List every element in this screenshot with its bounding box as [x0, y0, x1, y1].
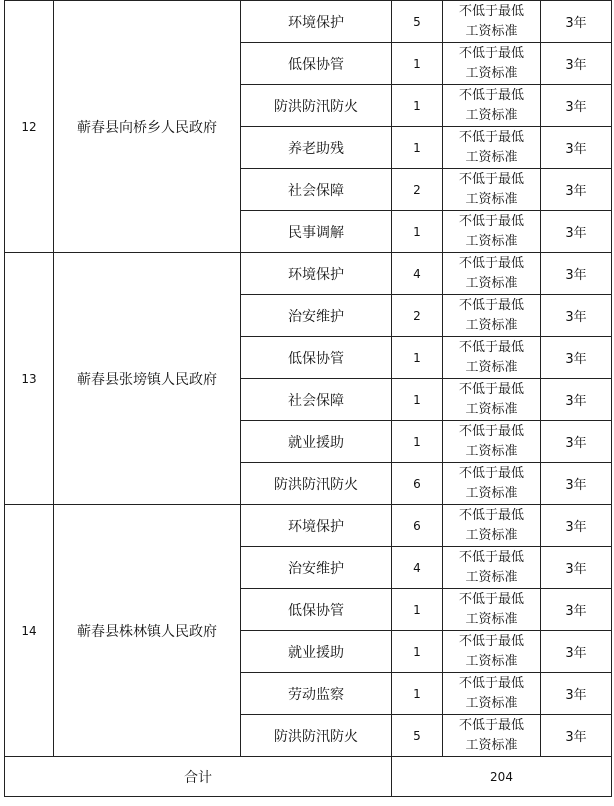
group-number: 12	[5, 1, 54, 253]
contract-term: 3年	[541, 253, 612, 295]
total-value: 204	[392, 757, 612, 797]
wage-line-1: 不低于最低	[458, 507, 524, 523]
post-count: 1	[392, 673, 443, 715]
contract-term: 3年	[541, 1, 612, 43]
wage-line-1: 不低于最低	[458, 465, 524, 481]
employer-name: 蕲春县张塝镇人民政府	[54, 253, 241, 505]
wage-line-2: 工资标准	[465, 527, 518, 543]
table-row	[5, 253, 612, 295]
wage-line-1: 不低于最低	[458, 255, 524, 271]
contract-term: 3年	[541, 631, 612, 673]
post-count: 2	[392, 295, 443, 337]
wage-line-1: 不低于最低	[458, 423, 524, 439]
wage-line-1: 不低于最低	[458, 213, 524, 229]
post-name: 防洪防汛防火	[241, 463, 392, 505]
contract-term: 3年	[541, 295, 612, 337]
group-number: 13	[5, 253, 54, 505]
wage-standard	[443, 505, 541, 547]
post-count: 5	[392, 1, 443, 43]
contract-term: 3年	[541, 169, 612, 211]
employer-name: 蕲春县株林镇人民政府	[54, 505, 241, 757]
positions-table-body	[5, 1, 612, 797]
contract-term: 3年	[541, 211, 612, 253]
wage-standard	[443, 211, 541, 253]
employer-name: 蕲春县向桥乡人民政府	[54, 1, 241, 253]
wage-standard	[443, 1, 541, 43]
wage-line-2: 工资标准	[465, 149, 518, 165]
post-name: 低保协管	[241, 43, 392, 85]
post-count: 1	[392, 85, 443, 127]
wage-line-2: 工资标准	[465, 737, 518, 753]
wage-line-2: 工资标准	[465, 653, 518, 669]
wage-line-2: 工资标准	[465, 611, 518, 627]
wage-line-1: 不低于最低	[458, 633, 524, 649]
wage-line-1: 不低于最低	[458, 675, 524, 691]
post-name: 社会保障	[241, 169, 392, 211]
wage-line-2: 工资标准	[465, 191, 518, 207]
wage-standard	[443, 547, 541, 589]
wage-standard	[443, 337, 541, 379]
post-name: 环境保护	[241, 253, 392, 295]
wage-line-2: 工资标准	[465, 275, 518, 291]
wage-line-1: 不低于最低	[458, 297, 524, 313]
wage-line-2: 工资标准	[465, 485, 518, 501]
wage-standard	[443, 85, 541, 127]
post-name: 环境保护	[241, 1, 392, 43]
contract-term: 3年	[541, 421, 612, 463]
post-name: 民事调解	[241, 211, 392, 253]
post-count: 4	[392, 547, 443, 589]
wage-line-1: 不低于最低	[458, 381, 524, 397]
wage-line-2: 工资标准	[465, 317, 518, 333]
post-count: 6	[392, 463, 443, 505]
post-count: 1	[392, 379, 443, 421]
post-name: 就业援助	[241, 421, 392, 463]
wage-line-1: 不低于最低	[458, 171, 524, 187]
contract-term: 3年	[541, 379, 612, 421]
contract-term: 3年	[541, 127, 612, 169]
wage-line-2: 工资标准	[465, 65, 518, 81]
post-count: 4	[392, 253, 443, 295]
post-name: 防洪防汛防火	[241, 85, 392, 127]
post-count: 1	[392, 631, 443, 673]
contract-term: 3年	[541, 463, 612, 505]
wage-line-2: 工资标准	[465, 401, 518, 417]
wage-line-2: 工资标准	[465, 359, 518, 375]
post-name: 防洪防汛防火	[241, 715, 392, 757]
wage-line-1: 不低于最低	[458, 129, 524, 145]
post-name: 就业援助	[241, 631, 392, 673]
wage-standard	[443, 295, 541, 337]
wage-line-1: 不低于最低	[458, 87, 524, 103]
wage-line-1: 不低于最低	[458, 591, 524, 607]
wage-line-1: 不低于最低	[458, 45, 524, 61]
contract-term: 3年	[541, 547, 612, 589]
contract-term: 3年	[541, 673, 612, 715]
wage-line-2: 工资标准	[465, 695, 518, 711]
post-count: 2	[392, 169, 443, 211]
total-row	[5, 757, 612, 797]
post-count: 5	[392, 715, 443, 757]
contract-term: 3年	[541, 589, 612, 631]
wage-standard	[443, 589, 541, 631]
contract-term: 3年	[541, 715, 612, 757]
post-name: 治安维护	[241, 295, 392, 337]
post-count: 6	[392, 505, 443, 547]
wage-standard	[443, 421, 541, 463]
post-name: 环境保护	[241, 505, 392, 547]
wage-standard	[443, 463, 541, 505]
wage-standard	[443, 631, 541, 673]
wage-standard	[443, 253, 541, 295]
post-count: 1	[392, 211, 443, 253]
wage-line-2: 工资标准	[465, 107, 518, 123]
total-label: 合计	[5, 757, 392, 797]
post-count: 1	[392, 421, 443, 463]
wage-line-2: 工资标准	[465, 443, 518, 459]
post-count: 1	[392, 589, 443, 631]
wage-line-2: 工资标准	[465, 233, 518, 249]
post-name: 低保协管	[241, 337, 392, 379]
wage-line-1: 不低于最低	[458, 339, 524, 355]
wage-line-1: 不低于最低	[458, 3, 524, 19]
post-count: 1	[392, 127, 443, 169]
contract-term: 3年	[541, 337, 612, 379]
wage-standard	[443, 127, 541, 169]
positions-table	[4, 0, 612, 797]
contract-term: 3年	[541, 505, 612, 547]
group-number: 14	[5, 505, 54, 757]
wage-line-2: 工资标准	[465, 23, 518, 39]
post-count: 1	[392, 337, 443, 379]
wage-line-1: 不低于最低	[458, 717, 524, 733]
contract-term: 3年	[541, 85, 612, 127]
post-name: 劳动监察	[241, 673, 392, 715]
post-name: 社会保障	[241, 379, 392, 421]
contract-term: 3年	[541, 43, 612, 85]
post-name: 低保协管	[241, 589, 392, 631]
wage-standard	[443, 379, 541, 421]
post-count: 1	[392, 43, 443, 85]
table-row	[5, 1, 612, 43]
wage-standard	[443, 169, 541, 211]
wage-line-1: 不低于最低	[458, 549, 524, 565]
wage-standard	[443, 715, 541, 757]
wage-standard	[443, 43, 541, 85]
post-name: 养老助残	[241, 127, 392, 169]
post-name: 治安维护	[241, 547, 392, 589]
wage-line-2: 工资标准	[465, 569, 518, 585]
wage-standard	[443, 673, 541, 715]
table-row	[5, 505, 612, 547]
